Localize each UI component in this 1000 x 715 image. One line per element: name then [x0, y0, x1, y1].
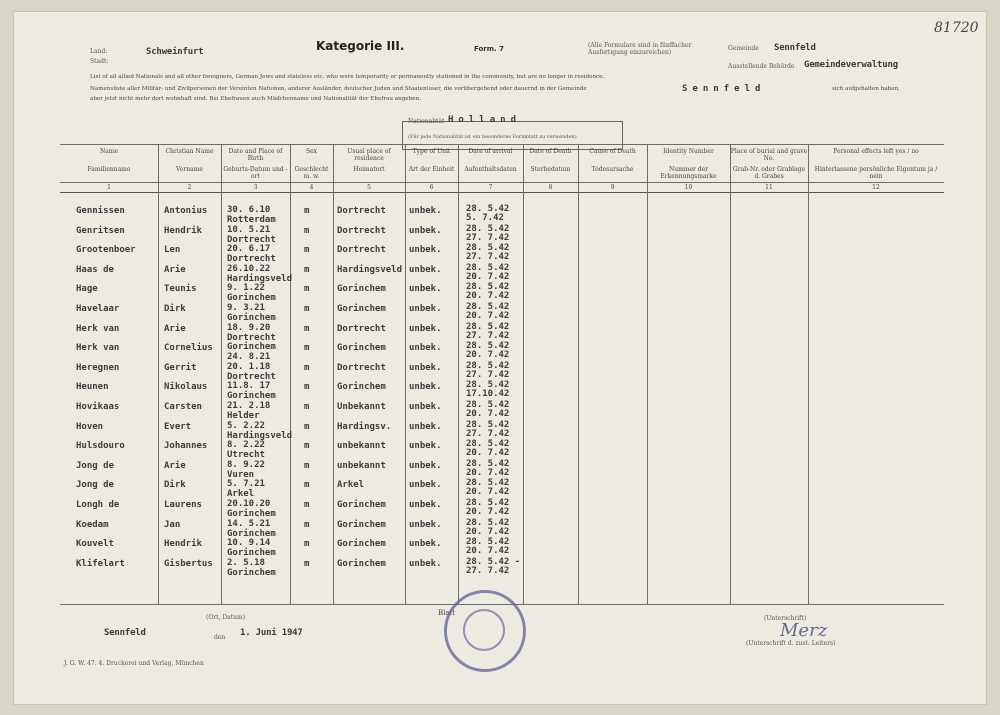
nationality-value: H o l l a n d — [448, 115, 516, 125]
row-arrival: 28. 5.42 — [466, 341, 510, 352]
row-sex: m — [304, 284, 310, 295]
row-birth-place: Gorinchem — [227, 293, 276, 304]
row-departure: 20. 7.42 — [466, 507, 510, 517]
row-arrival: 28. 5.42 — [466, 439, 510, 450]
row-arrival: 28. 5.42 — [466, 321, 510, 332]
column-number: 8 — [548, 184, 553, 191]
column-header-en: Sex — [305, 148, 318, 155]
row-birth-place: Gorinchem — [227, 313, 276, 323]
row-sex: m — [304, 206, 310, 216]
table-top-rule — [60, 144, 944, 145]
column-header-de: Art der Einheit — [408, 166, 455, 173]
row-birth-date: 18. 9.20 — [227, 322, 271, 333]
row-residence: Gorinchem — [337, 284, 386, 295]
column-rule — [458, 144, 459, 604]
row-first-name: Teunis — [164, 284, 197, 295]
printer-line: J. G. W. 47. 4. Druckerei und Verlag, München — [64, 660, 204, 667]
row-sex: m — [304, 421, 310, 432]
row-first-name: Cornelius — [164, 343, 213, 354]
row-sex: m — [304, 402, 310, 412]
row-residence: unbekannt — [337, 460, 386, 471]
row-unit: unbek. — [409, 245, 442, 256]
column-header-de: Geschlecht m. w. — [294, 166, 329, 180]
column-number: 9 — [610, 184, 615, 191]
community-value: S e n n f e l d — [682, 84, 761, 94]
row-residence: Gorinchem — [337, 558, 386, 569]
row-first-name: Arie — [164, 264, 186, 275]
gemeinde-value: Sennfeld — [774, 43, 816, 53]
row-residence: Gorinchem — [337, 343, 386, 354]
column-header-de: Nummer der Erkennungsmarke — [660, 166, 717, 180]
row-departure: 20. 7.42 — [466, 448, 510, 459]
column-header-en: Cause of Death — [589, 148, 636, 155]
column-rule — [405, 144, 406, 604]
row-first-name: Arie — [164, 323, 186, 334]
row-surname: Herk van — [76, 343, 120, 354]
column-rule — [523, 144, 524, 604]
row-birth-place: Hardingsveld — [227, 430, 293, 441]
land-label: Land: — [90, 48, 108, 55]
row-first-name: Arie — [164, 460, 186, 471]
row-unit: unbek. — [409, 323, 442, 334]
row-birth-date: Gorinchem — [227, 342, 276, 353]
row-birth-date: 9. 3.21 — [227, 303, 265, 313]
row-first-name: Dirk — [164, 304, 186, 314]
row-unit: unbek. — [409, 343, 442, 354]
row-residence: Gorinchem — [337, 519, 386, 530]
row-birth-date: 10. 5.21 — [227, 224, 271, 235]
land-value: Schweinfurt — [146, 47, 204, 57]
column-header-de: Geburts-Datum und -ort — [223, 166, 288, 180]
stamp-inner-ring — [463, 609, 505, 651]
row-first-name: Jan — [164, 519, 181, 530]
column-header-en: Personal effects left yes / no — [833, 148, 919, 155]
row-surname: Kouvelt — [76, 539, 114, 550]
row-surname: Hoven — [76, 421, 104, 432]
column-header-de: Vorname — [176, 166, 203, 173]
signature-label: (Unterschrift) — [764, 615, 807, 622]
row-sex: m — [304, 304, 310, 314]
row-birth-date: 8. 9.22 — [227, 459, 265, 470]
row-unit: unbek. — [409, 206, 442, 216]
row-surname: Heunen — [76, 382, 109, 393]
row-unit: unbek. — [409, 539, 442, 550]
row-surname: Grootenboer — [76, 245, 136, 256]
row-residence: Gorinchem — [337, 539, 386, 550]
row-surname: Jong de — [76, 480, 114, 491]
row-residence: unbekannt — [337, 441, 386, 452]
gemeinde-label: Gemeinde — [728, 45, 759, 52]
row-surname: Genritsen — [76, 225, 125, 236]
row-unit: unbek. — [409, 284, 442, 295]
official-stamp — [444, 590, 526, 672]
signature: Merz — [780, 620, 828, 641]
column-number: 11 — [765, 184, 773, 191]
column-header-en: Name — [99, 148, 119, 155]
row-birth-place: Utrecht — [227, 450, 265, 461]
row-birth-place: Gorinchem — [227, 528, 276, 539]
row-sex: m — [304, 343, 310, 354]
row-birth-place: Dortrecht — [227, 371, 276, 382]
row-arrival: 28. 5.42 — [466, 360, 510, 371]
row-arrival: 28. 5.42 — [466, 243, 510, 254]
blatt-label: Blatt — [438, 609, 456, 617]
instruction-line-2-end: sich aufgehalten haben, — [832, 86, 900, 92]
row-birth-place: Gorinchem — [227, 567, 276, 578]
row-residence: Arkel — [337, 480, 365, 491]
row-birth-place: Hardingsveld — [227, 273, 293, 284]
instruction-line-3: aber jetzt nicht mehr dort wohnhaft sind. Bei Ehefrauen auch Mädchenname und Nationalität der Ehefrau angeben. — [90, 96, 421, 102]
row-arrival: 28. 5.42 — [466, 282, 510, 293]
row-arrival: 28. 5.42 — [466, 302, 510, 312]
row-unit: unbek. — [409, 304, 442, 314]
row-surname: Haas de — [76, 264, 114, 275]
row-departure: 20. 7.42 — [466, 526, 510, 537]
row-birth-date: 5. 7.21 — [227, 479, 265, 490]
column-header-de: Grab-Nr. oder Grablage d. Grabes — [732, 166, 806, 180]
row-unit: unbek. — [409, 362, 442, 373]
row-departure: 27. 7.42 — [466, 232, 510, 243]
row-birth-date: 14. 5.21 — [227, 518, 271, 529]
row-birth-place: Dortrecht — [227, 254, 276, 265]
row-birth-date: 5. 2.22 — [227, 420, 265, 431]
row-surname: Hulsdouro — [76, 441, 125, 452]
copies-note: (Alle Formulare sind in fünffacher Ausfertigung einzureichen) — [588, 42, 692, 56]
row-birth-place: Gorinchem — [227, 391, 276, 402]
row-residence: Dortrecht — [337, 362, 386, 373]
row-birth-date: 20. 6.17 — [227, 244, 271, 255]
row-sex: m — [304, 323, 310, 334]
row-unit: unbek. — [409, 558, 442, 569]
stadt-label: Stadt: — [90, 58, 109, 65]
row-residence: Gorinchem — [337, 382, 386, 393]
row-departure: 20. 7.42 — [466, 409, 510, 419]
row-departure: 17.10.42 — [466, 389, 510, 400]
row-unit: unbek. — [409, 441, 442, 452]
row-residence: Unbekannt — [337, 402, 386, 412]
row-surname: Hage — [76, 284, 98, 295]
column-rule — [578, 144, 579, 604]
row-sex: m — [304, 225, 310, 236]
row-birth-date: 9. 1.22 — [227, 283, 265, 294]
row-unit: unbek. — [409, 421, 442, 432]
row-arrival: 28. 5.42 — [466, 458, 510, 469]
row-arrival: 28. 5.42 — [466, 537, 510, 548]
row-arrival: 28. 5.42 — [466, 400, 510, 410]
column-header-de: Heimatort — [353, 166, 385, 173]
row-residence: Gorinchem — [337, 304, 386, 314]
row-residence: Dortrecht — [337, 225, 386, 236]
row-sex: m — [304, 519, 310, 530]
row-departure: 5. 7.42 — [466, 213, 504, 223]
behoerde-label: Ausstellende Behörde — [728, 63, 795, 70]
signature-label-2: (Unterschrift d. zust. Leiters) — [746, 640, 836, 647]
row-first-name: Carsten — [164, 402, 202, 412]
column-rule — [221, 144, 222, 604]
column-rule — [808, 144, 809, 604]
row-surname: Koedam — [76, 519, 109, 530]
row-birth-date: 8. 2.22 — [227, 440, 265, 451]
row-surname: Herk van — [76, 323, 120, 334]
row-birth-place: Gorinchem — [227, 548, 276, 559]
column-number: 2 — [187, 184, 192, 191]
row-birth-place: 24. 8.21 — [227, 352, 271, 363]
row-surname: Heregnen — [76, 362, 120, 373]
row-sex: m — [304, 264, 310, 275]
column-header-de: Todesursache — [591, 166, 634, 173]
row-residence: Dortrecht — [337, 245, 386, 256]
row-first-name: Evert — [164, 421, 192, 432]
row-departure: 27. 7.42 — [466, 428, 510, 439]
row-birth-place: Vuren — [227, 469, 255, 480]
row-arrival: 28. 5.42 — [466, 380, 510, 391]
row-residence: Hardingsv. — [337, 421, 392, 432]
column-header-en: Christian Name — [165, 148, 214, 155]
row-first-name: Hendrik — [164, 539, 202, 550]
den-label: den — [214, 634, 226, 641]
row-arrival: 28. 5.42 — [466, 478, 510, 489]
column-header-de: Aufenthaltsdaten — [464, 166, 517, 173]
row-first-name: Johannes — [164, 441, 208, 452]
column-number: 3 — [253, 184, 258, 191]
column-number: 6 — [429, 184, 434, 191]
row-arrival: 28. 5.42 — [466, 262, 510, 273]
date-value: 1. Juni 1947 — [240, 628, 303, 638]
column-header-en: Place of burial and grave No. — [730, 148, 808, 162]
row-residence: Dortrecht — [337, 323, 386, 334]
row-residence: Hardingsveld — [337, 264, 403, 275]
row-sex: m — [304, 441, 310, 452]
nationality-label: Nationalität — [408, 118, 445, 125]
row-departure: 20. 7.42 — [466, 350, 510, 361]
column-header-en: Type of Unit — [412, 148, 451, 155]
row-departure: 27. 7.42 — [466, 369, 510, 380]
row-sex: m — [304, 558, 310, 569]
row-unit: unbek. — [409, 382, 442, 393]
form-number: Form. 7 — [474, 45, 505, 53]
row-birth-date: 21. 2.18 — [227, 401, 271, 411]
row-birth-date: 30. 6.10 — [227, 205, 271, 215]
row-residence: Dortrecht — [337, 206, 386, 216]
row-departure: 20. 7.42 — [466, 467, 510, 478]
column-rule — [290, 144, 291, 604]
row-unit: unbek. — [409, 460, 442, 471]
row-birth-place: Rotterdam — [227, 215, 276, 225]
nationality-note: (Für jede Nationalität ist ein besonderes Formblatt zu verwenden) — [408, 134, 577, 140]
row-first-name: Nikolaus — [164, 382, 208, 393]
row-birth-date: 20. 1.18 — [227, 361, 271, 372]
row-birth-date: 10. 9.14 — [227, 538, 271, 549]
row-departure: 20. 7.42 — [466, 271, 510, 282]
row-sex: m — [304, 539, 310, 550]
row-unit: unbek. — [409, 225, 442, 236]
row-arrival: 28. 5.42 - — [466, 556, 521, 567]
row-unit: unbek. — [409, 500, 442, 510]
column-header-en: Date of arrival — [468, 148, 513, 155]
row-birth-place: Dortrecht — [227, 234, 276, 245]
row-unit: unbek. — [409, 402, 442, 412]
column-header-en: Date of Death — [529, 148, 572, 155]
row-birth-place: Arkel — [227, 489, 255, 500]
row-first-name: Hendrik — [164, 225, 202, 236]
instruction-line-1: List of all allied Nationals and all other foreigners, German Jews and stateless etc. who were temporarily or permanently stationed in the community, but are no longer in residence. — [90, 74, 605, 80]
row-birth-place: Dortrecht — [227, 332, 276, 343]
row-first-name: Laurens — [164, 500, 202, 510]
row-sex: m — [304, 480, 310, 491]
column-number: 4 — [309, 184, 314, 191]
row-sex: m — [304, 245, 310, 256]
row-surname: Havelaar — [76, 304, 120, 314]
row-birth-place: Helder — [227, 411, 260, 421]
column-header-de: Familienname — [87, 166, 131, 173]
row-surname: Jong de — [76, 460, 114, 471]
column-number: 7 — [488, 184, 493, 191]
column-rule — [333, 144, 334, 604]
row-departure: 20. 7.42 — [466, 487, 510, 498]
row-birth-date: 2. 5.18 — [227, 557, 265, 568]
column-rule — [158, 144, 159, 604]
document-sheet — [14, 12, 986, 704]
row-departure: 27. 7.42 — [466, 565, 510, 576]
row-departure: 27. 7.42 — [466, 330, 510, 341]
row-arrival: 28. 5.42 — [466, 204, 510, 214]
row-unit: unbek. — [409, 264, 442, 275]
row-sex: m — [304, 500, 310, 510]
place-value: Sennfeld — [104, 628, 146, 638]
row-arrival: 28. 5.42 — [466, 223, 510, 234]
row-sex: m — [304, 362, 310, 373]
row-first-name: Antonius — [164, 206, 208, 216]
row-surname: Hovikaas — [76, 402, 120, 412]
place-date-label: (Ort, Datum) — [206, 614, 246, 621]
row-departure: 20. 7.42 — [466, 311, 510, 321]
header-rule — [60, 182, 944, 183]
column-rule — [647, 144, 648, 604]
number-rule — [60, 192, 944, 193]
column-number: 12 — [872, 184, 880, 191]
row-departure: 20. 7.42 — [466, 546, 510, 557]
reference-number: 81720 — [934, 20, 979, 36]
column-header-de: Hinterlassene persönliche Eigentum ja / nein — [814, 166, 938, 180]
column-header-de: Sterbedatum — [530, 166, 571, 173]
row-surname: Longh de — [76, 500, 120, 510]
row-arrival: 28. 5.42 — [466, 517, 510, 528]
column-number: 5 — [367, 184, 371, 191]
page-title: Kategorie III. — [316, 39, 405, 53]
row-birth-date: 26.10.22 — [227, 263, 271, 274]
row-birth-date: 11.8. 17 — [227, 381, 271, 392]
row-first-name: Len — [164, 245, 181, 256]
row-first-name: Gerrit — [164, 362, 197, 373]
row-departure: 27. 7.42 — [466, 252, 510, 263]
column-number: 1 — [107, 184, 111, 191]
column-number: 10 — [684, 184, 693, 191]
row-residence: Gorinchem — [337, 500, 386, 510]
column-rule — [730, 144, 731, 604]
row-arrival: 28. 5.42 — [466, 419, 510, 430]
row-surname: Gennissen — [76, 206, 125, 216]
row-surname: Klifelart — [76, 558, 125, 569]
column-header-en: Usual place of residence — [347, 148, 391, 162]
row-sex: m — [304, 382, 310, 393]
row-unit: unbek. — [409, 519, 442, 530]
column-header-en: Identity Number — [663, 148, 714, 155]
row-birth-date: 20.10.20 — [227, 499, 271, 509]
row-unit: unbek. — [409, 480, 442, 491]
row-first-name: Gisbertus — [164, 558, 213, 569]
row-sex: m — [304, 460, 310, 471]
row-departure: 20. 7.42 — [466, 291, 510, 302]
row-arrival: 28. 5.42 — [466, 498, 510, 508]
instruction-line-2: Namensliste aller Militär- und Zivilpersonen der Vereinten Nationen, anderer Ausländer, deutscher Juden und Staatenloser, die vorübergehend oder dauernd in der Gemeinde — [90, 86, 587, 92]
behoerde-value: Gemeindeverwaltung — [804, 60, 898, 70]
column-header-en: Date and Place of Birth — [228, 148, 283, 162]
row-birth-place: Gorinchem — [227, 509, 276, 519]
row-first-name: Dirk — [164, 480, 186, 491]
